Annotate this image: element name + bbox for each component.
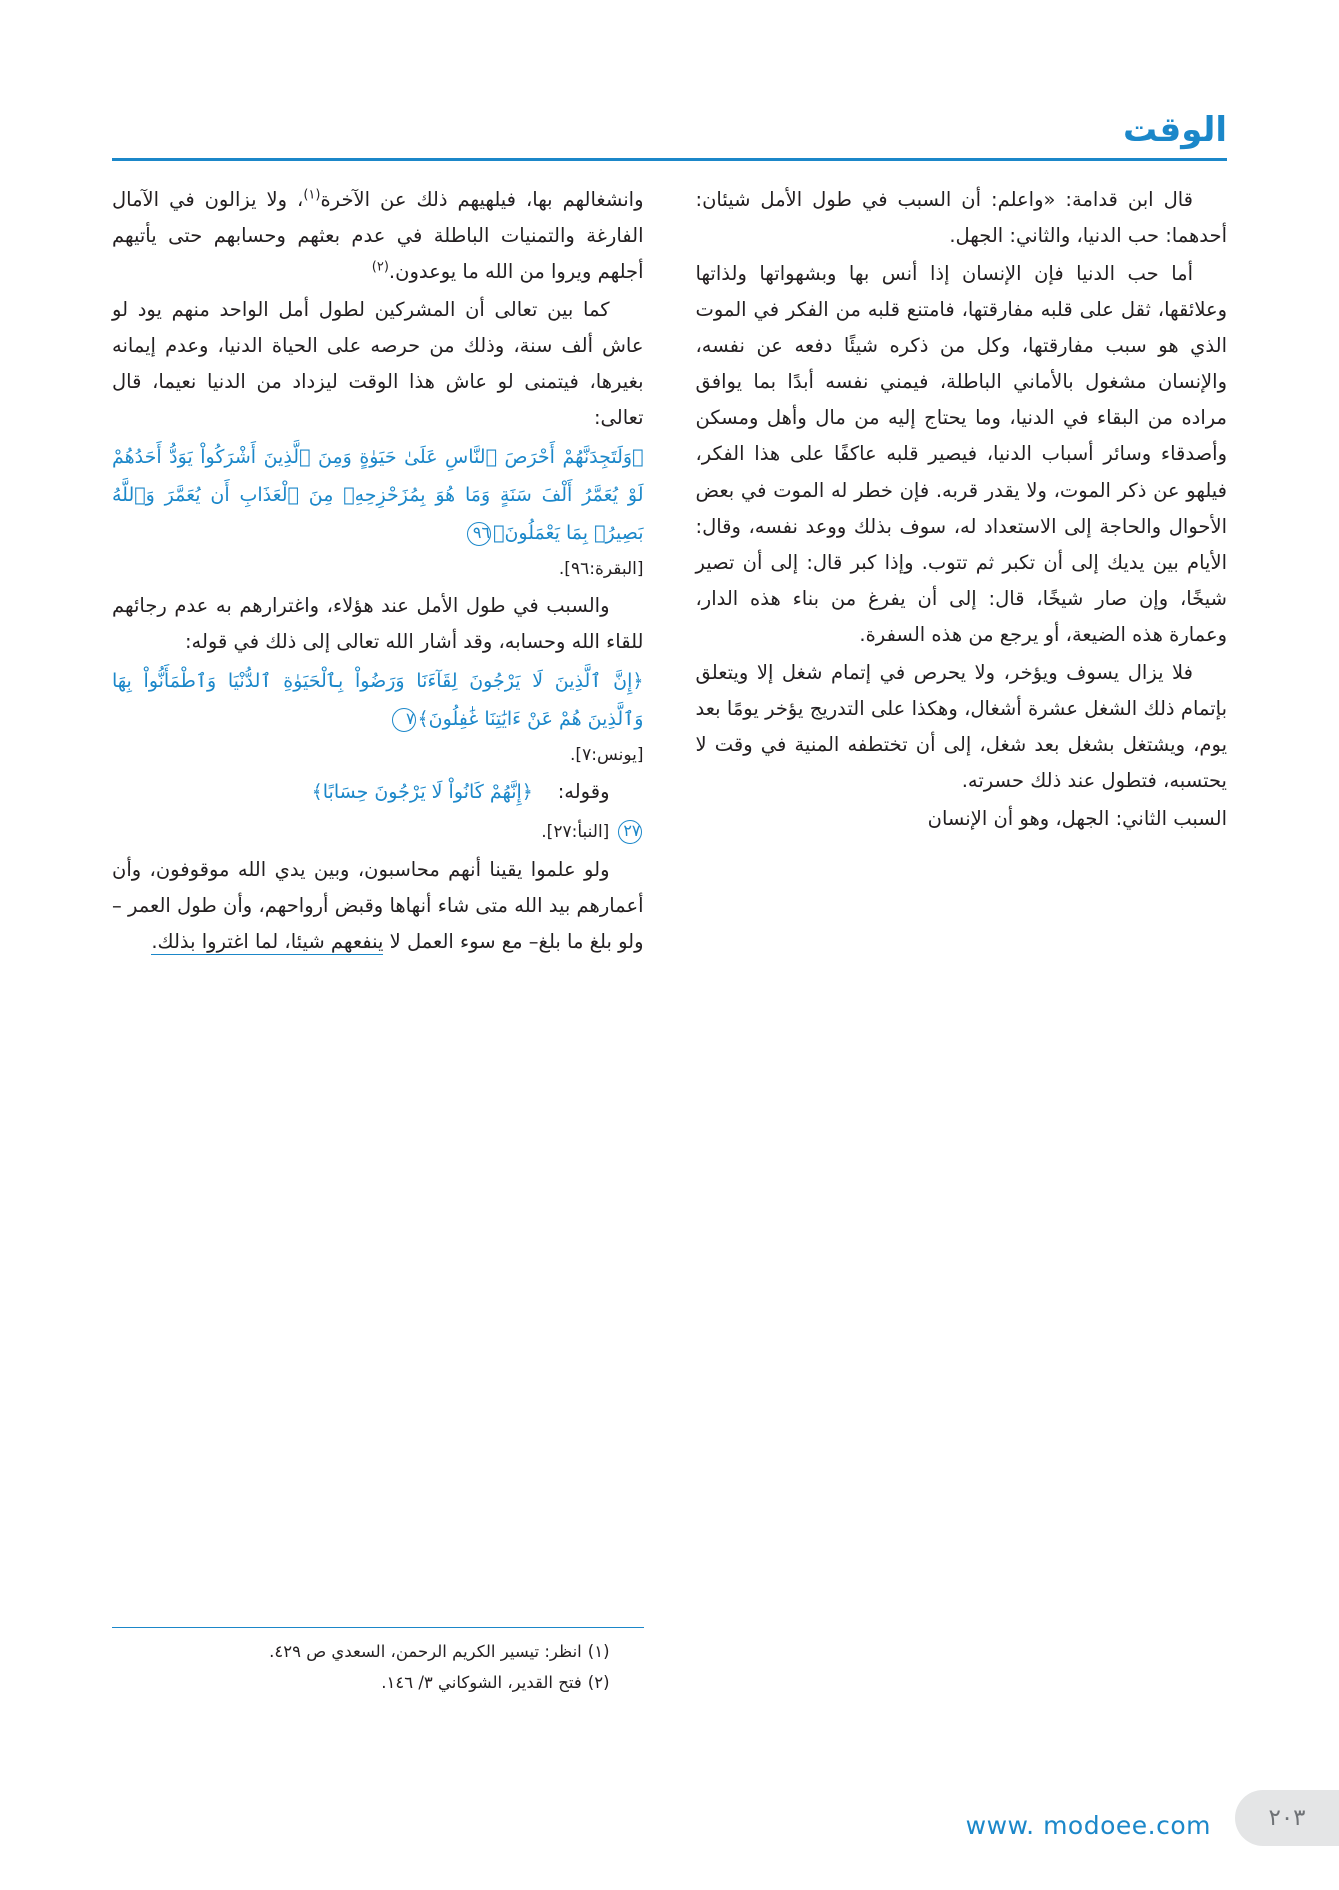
- footnote-item: [112, 1669, 644, 1698]
- paragraph-text: ولو علموا يقينا أنهم محاسبون، وبين يدي الله موقوفون، وأن أعمارهم بيد الله متى شاء أنهاها وقبض أرواحهم، وأن طول العمر –ولو بلغ ما بلغ– مع سوء العمل لا: [112, 857, 644, 953]
- paragraph: كما بين تعالى أن المشركين لطول أمل الواحد منهم يود لو عاش ألف سنة، وذلك من حرصه على الحياة الدنيا، وعدم إيمانه بغيرها، فيتمنى لو عاش هذا الوقت ليزداد من الدنيا نعيما، قال تعالى:: [112, 298, 644, 430]
- paragraph: فلا يزال يسوف ويؤخر، ولا يحرص في إتمام شغل إلا ويتعلق بإتمام ذلك الشغل عشرة أشغال، وهكذا على التدريج يؤخر يومًا بعد يوم، ويشتغل بشغل بعد شغل، إلى أن تختطفه المنية في وقت لا يحتسبه، فتطول عند ذلك حسرته.: [695, 660, 1227, 792]
- paragraph-text: وانشغالهم بها، فيلهيهم ذلك عن الآخرة: [320, 188, 644, 211]
- body-columns: [112, 182, 1227, 1700]
- paragraph: والسبب في طول الأمل عند هؤلاء، واغترارهم به عدم رجائهم للقاء الله وحسابه، وقد أشار الله تعالى إلى ذلك في قوله:: [112, 593, 644, 653]
- page-title: الوقت: [1123, 110, 1227, 150]
- footnote-text: فتح القدير، الشوكاني ٣/ ١٤٦.: [381, 1673, 582, 1693]
- site-url[interactable]: www. modoee.com: [965, 1811, 1211, 1840]
- verse-reference-3: [النبأ:٢٧].: [541, 822, 610, 843]
- ayah-number: ٩٦: [467, 522, 491, 546]
- footnote-marker: (٢): [587, 1673, 610, 1693]
- quran-verse-2: [112, 662, 644, 738]
- page-footer: [0, 1770, 1339, 1890]
- paragraph: قال ابن قدامة: «واعلم: أن السبب في طول الأمل شيئان: أحدهما: حب الدنيا، والثاني: الجهل.: [695, 188, 1227, 248]
- footnote-marker: (١): [587, 1642, 610, 1662]
- paragraph: أما حب الدنيا فإن الإنسان إذا أنس بها وبشهواتها ولذاتها وعلائقها، ثقل على قلبه مفارقتها، فامتنع قلبه من الفكر في الموت الذي هو سبب مفارقتها، وكل من ذكره شيئًا دفعه عن نفسه، والإنسان مشغول بالأماني الباطلة، فيمني نفسه أبدًا بما يوافق مراده من البقاء في الدنيا، وما يحتاج إليه من مال وأهل ومسكن وأصدقاء وسائر أسباب الدنيا، فيصير قلبه عاكفًا على هذا الفكر، فيلهو عن ذكر الموت، ولا يقدر قربه. فإن خطر له الموت في بعض الأحوال والحاجة إلى الاستعداد له، سوف بذلك ووعد نفسه، وقال: الأيام بين يديك إلى أن تكبر ثم تتوب. وإذا كبر قال: إلى أن تصير شيخًا، وإن صار شيخًا، قال: إلى أن يفرغ من بناء هذه الدار، وعمارة هذه الضيعة، أو يرجع من هذه السفرة.: [695, 262, 1227, 646]
- footnotes-divider: [112, 1627, 644, 1628]
- page-number-badge: ٢٠٣: [1235, 1790, 1339, 1846]
- ayah-number: ٧: [392, 708, 416, 732]
- quran-verse-3: ﴿إِنَّهُمْ كَانُواْ لَا يَرْجُونَ حِسَابًا﴾: [311, 781, 533, 804]
- paragraph: السبب الثاني: الجهل، وهو أن الإنسان: [927, 807, 1227, 831]
- paragraph-text-emphasis: ينفعهم شيئا، لما اغتروا بذلك.: [151, 929, 384, 953]
- page-header: [112, 112, 1227, 168]
- footnote-item: [112, 1638, 644, 1667]
- left-text-column: [112, 182, 644, 1700]
- footnotes-block: [112, 1621, 644, 1700]
- verse-3-tail: [112, 813, 644, 849]
- paragraph-text-rest: ، ولا يزالون في الآمال الفارغة والتمنيات الباطلة في عدم بعثهم وحسابهم حتى يأتيهم أجلهم ويروا من الله ما يوعدون.: [112, 188, 644, 284]
- paragraph: [112, 773, 644, 811]
- verse-reference-2: [يونس:٧].: [570, 745, 644, 765]
- paragraph-text: وقوله:: [557, 780, 610, 804]
- header-divider: [112, 158, 1227, 161]
- quran-verse-1: [112, 438, 644, 552]
- footnote-text: انظر: تيسير الكريم الرحمن، السعدي ص ٤٢٩.: [269, 1642, 582, 1662]
- right-text-column: [696, 182, 1228, 1700]
- paragraph: [112, 852, 644, 960]
- paragraph: [112, 182, 644, 290]
- verse-text: ﴿إِنَّ ٱلَّذِينَ لَا يَرْجُونَ لِقَآءَنَا وَرَضُواْ بِٱلْحَيَوٰةِ ٱلدُّنْيَا وَٱطْمَأَنُّواْ بِهَا وَٱلَّذِينَ هُمْ عَنْ ءَايَٰتِنَا غَٰفِلُونَ﴾: [112, 670, 644, 730]
- footnote-ref-2[interactable]: (٢): [371, 259, 389, 275]
- ayah-number: ٢٧: [618, 820, 642, 844]
- verse-text: ﴿وَلَتَجِدَنَّهُمْ أَحْرَصَ ٱلنَّاسِ عَلَىٰ حَيَوٰةٍ وَمِنَ ٱلَّذِينَ أَشْرَكُواْ يَوَدُّ أَحَدُهُمْ لَوْ يُعَمَّرُ أَلْفَ سَنَةٍ وَمَا هُوَ بِمُزَحْزِحِهِۦ مِنَ ٱلْعَذَابِ أَن يُعَمَّرَ وَٱللَّهُ بَصِيرُۢ بِمَا يَعْمَلُونَ﴾: [112, 446, 644, 545]
- verse-reference-1: [البقرة:٩٦].: [558, 559, 644, 580]
- footnote-ref-1[interactable]: (١): [303, 187, 321, 203]
